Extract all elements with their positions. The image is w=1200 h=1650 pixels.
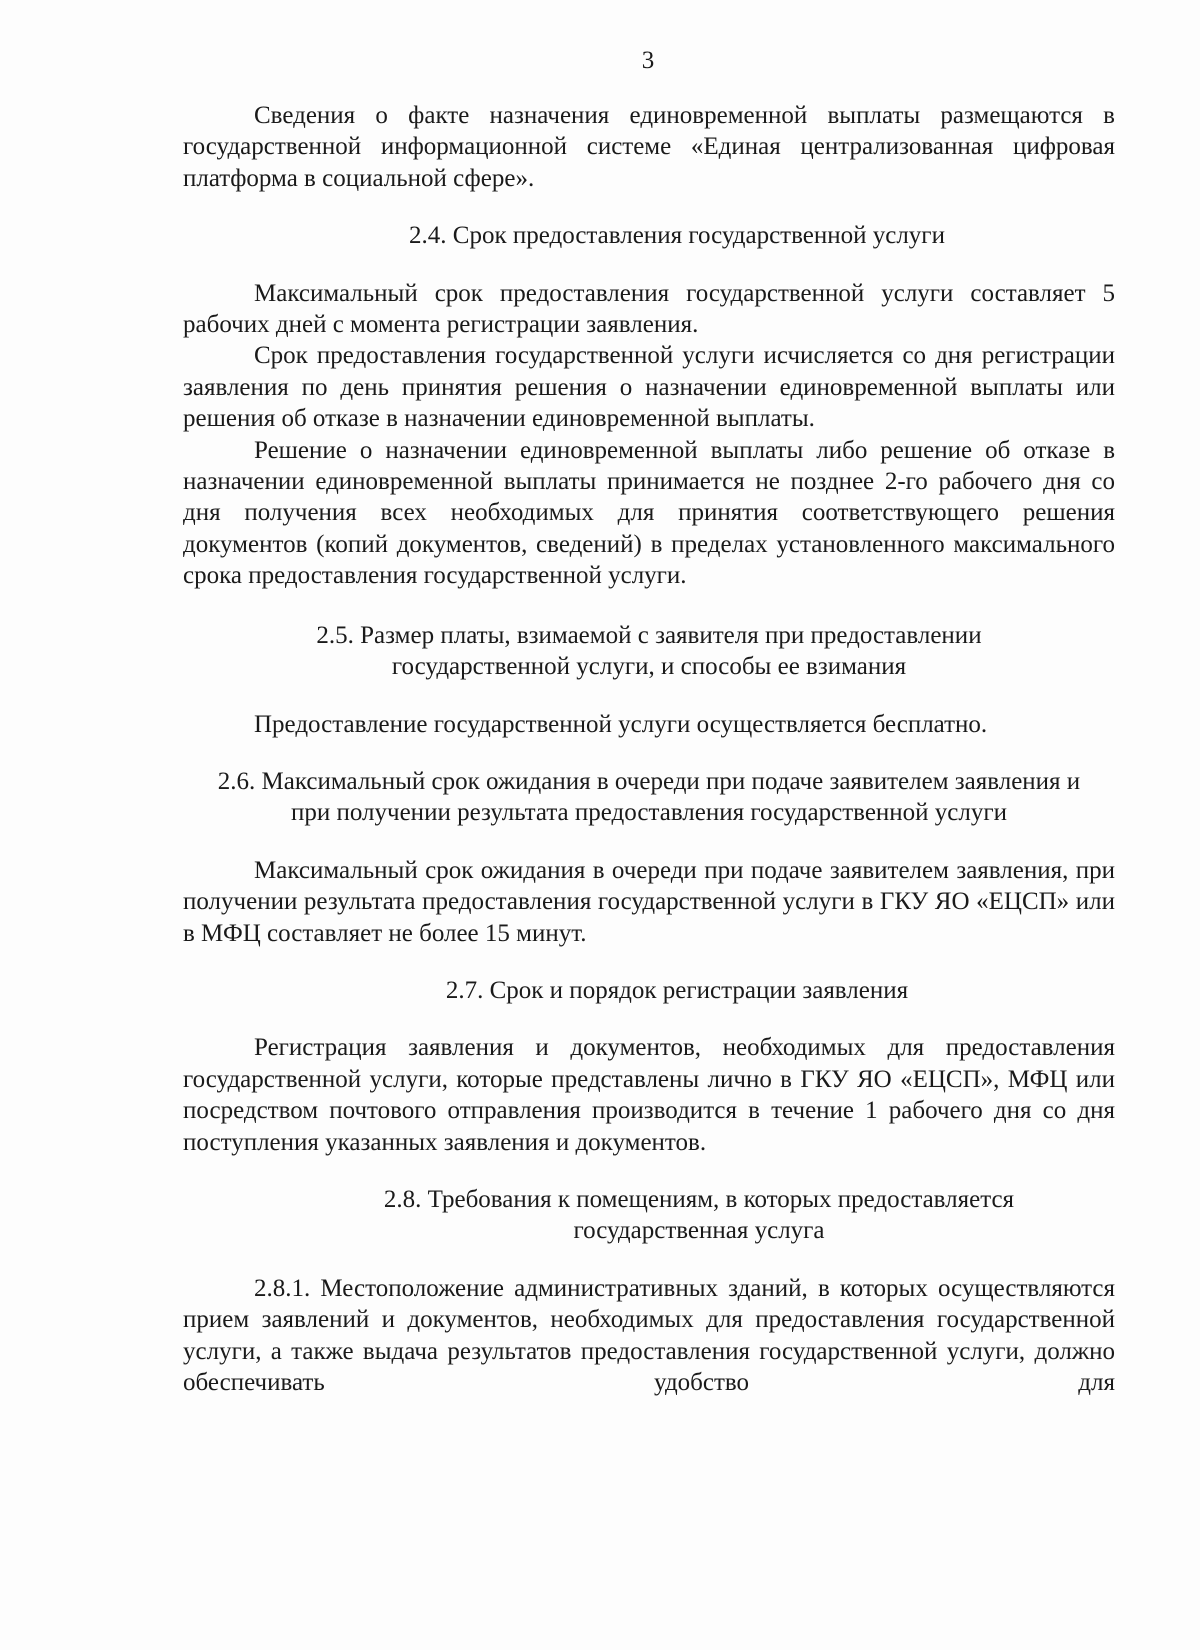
paragraph-term-calculation: Срок предоставления государственной услуги исчисляется со дня регистрации заявления по день принятия решения о назначении единовременной выплаты или решения об отказе в назначении единовременной выплаты. — [183, 342, 1115, 433]
paragraph-info-placement: Сведения о факте назначения единовременной выплаты размещаются в государственной информационной системе «Единая централизованная цифровая платформа в социальной сфере». — [183, 102, 1115, 192]
paragraph-queue-time: Максимальный срок ожидания в очереди при подаче заявителем заявления, при получении результата предоставления государственной услуги в ГКУ ЯО «ЕЦСП» или в МФЦ составляет не более 15 минут. — [183, 856, 1115, 947]
heading-2-7: 2.7. Срок и порядок регистрации заявления — [445, 976, 909, 1004]
paragraph-free-of-charge: Предоставление государственной услуги осуществляется бесплатно. — [254, 710, 988, 738]
paragraph-registration: Регистрация заявления и документов, необходимых для предоставления государственной услуги, которые представлены лично в ГКУ ЯО «ЕЦСП», МФЦ или посредством почтового отправления производится в течение 1 рабочего дня со дня поступления указанных заявления и документов. — [183, 1034, 1115, 1156]
document-body — [183, 100, 1115, 1398]
paragraph-decision-deadline: Решение о назначении единовременной выплаты либо решение об отказе в назначении единовременной выплаты принимается не позднее 2-го рабочего дня со дня получения всех необходимых для принятия соответствующего решения документов (копий документов, сведений) в пределах установленного максимального срока предоставления государственной услуги. — [183, 436, 1115, 590]
page-number: 3 — [641, 47, 655, 74]
heading-2-4: 2.4. Срок предоставления государственной услуги — [409, 222, 945, 250]
paragraph-max-term: Максимальный срок предоставления государственной услуги составляет 5 рабочих дней с момента регистрации заявления. — [183, 279, 1115, 339]
heading-2-6: 2.6. Максимальный срок ожидания в очереди при подаче заявителем заявления и при получении результата предоставления государственной услуги — [217, 767, 1081, 827]
paragraph-2-8-1: 2.8.1. Местоположение административных зданий, в которых осуществляются прием заявлений и документов, необходимых для предоставления государственной услуги, а также выдача результатов предоставления государственной услуги, должно обеспечивать удобство для — [183, 1274, 1115, 1396]
heading-2-8: 2.8. Требования к помещениям, в которых предоставляется государственная услуга — [383, 1185, 1015, 1245]
heading-2-5: 2.5. Размер платы, взимаемой с заявителя при предоставлении государственной услуги, и способы ее взимания — [316, 621, 982, 681]
